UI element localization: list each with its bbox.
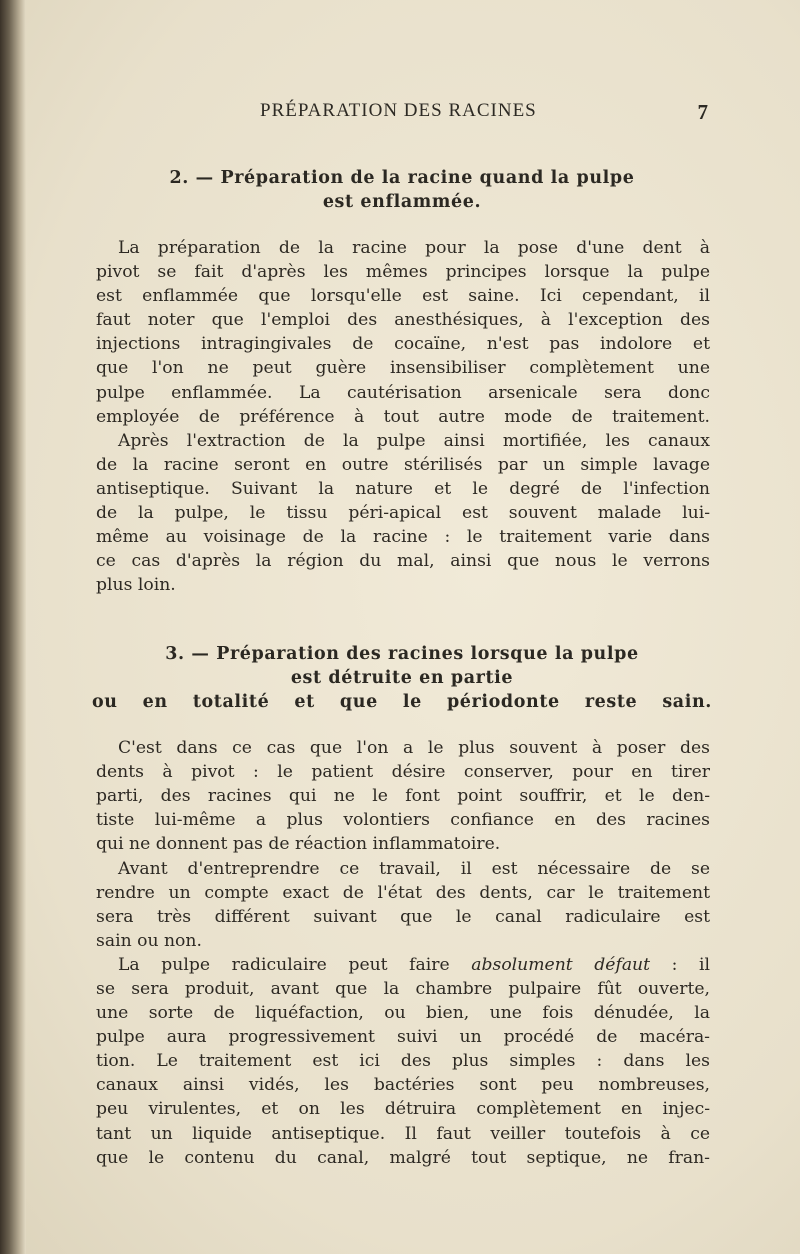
text-line: de la racine seront en outre stérilisés par un simple lavage	[96, 454, 710, 475]
text-line: pulpe aura progressivement suivi un procédé de macéra-	[96, 1027, 710, 1048]
text-line: même au voisinage de la racine : le traitement varie dans	[96, 527, 710, 548]
running-head	[92, 100, 712, 130]
text-line: tant un liquide antiseptique. Il faut veiller toutefois à ce	[96, 1123, 710, 1144]
text-line: sain ou non.	[96, 930, 202, 951]
heading-line: est enflammée.	[322, 192, 482, 212]
text-line: dents à pivot : le patient désire conserver, pour en tirer	[96, 762, 710, 783]
text-run: La pulpe radiculaire peut faire	[118, 954, 472, 975]
text-line: plus loin.	[96, 575, 176, 596]
text-line: sera très différent suivant que le canal radiculaire est	[96, 906, 710, 927]
text-line: antiseptique. Suivant la nature et le degré de l'infection	[96, 478, 710, 499]
emphasis-text: absolument défaut	[471, 954, 651, 975]
text-line: de la pulpe, le tissu péri-apical est souvent malade lui-	[96, 503, 710, 524]
text-line: Avant d'entreprendre ce travail, il est nécessaire de se	[118, 858, 710, 879]
text-line: Après l'extraction de la pulpe ainsi mortifiée, les canaux	[118, 430, 710, 451]
text-line: pivot se fait d'après les mêmes principes lorsque la pulpe	[96, 262, 710, 283]
text-line: peu virulentes, et on les détruira complètement en injec-	[96, 1099, 710, 1120]
text-line: parti, des racines qui ne le font point souffrir, et le den-	[96, 786, 710, 807]
text-run: : il	[650, 954, 711, 975]
text-line: rendre un compte exact de l'état des dents, car le traitement	[96, 882, 710, 903]
text-line: employée de préférence à tout autre mode de traitement.	[96, 406, 710, 427]
text-line: injections intragingivales de cocaïne, n'est pas indolore et	[96, 334, 710, 355]
text-line: ce cas d'après la région du mal, ainsi que nous le verrons	[96, 551, 710, 572]
page-number: 7	[697, 100, 708, 124]
text-line: La préparation de la racine pour la pose d'une dent à	[118, 238, 710, 258]
text-line: faut noter que l'emploi des anesthésiques, à l'exception des	[96, 310, 710, 331]
text-line: qui ne donnent pas de réaction inflammatoire.	[96, 834, 501, 855]
text-line: que l'on ne peut guère insensibiliser complètement une	[96, 358, 710, 379]
section-2-heading	[92, 166, 712, 214]
text-line: tiste lui-même a plus volontiers confiance en des racines	[96, 810, 710, 831]
text-line: que le contenu du canal, malgré tout septique, ne fran-	[96, 1147, 710, 1168]
running-title: PRÉPARATION DES RACINES	[260, 100, 537, 121]
text-line: C'est dans ce cas que l'on a le plus souvent à poser des	[118, 738, 710, 758]
text-line	[96, 953, 710, 977]
text-line: tion. Le traitement est ici des plus simples : dans les	[96, 1051, 710, 1072]
book-binding-edge	[0, 0, 26, 1254]
heading-line: ou en totalité et que le périodonte reste sain.	[92, 692, 712, 712]
text-line: se sera produit, avant que la chambre pulpaire fût ouverte,	[96, 978, 710, 999]
text-line: canaux ainsi vidés, les bactéries sont peu nombreuses,	[96, 1075, 710, 1096]
text-line: est enflammée que lorsqu'elle est saine. Ici cependant, il	[96, 286, 710, 307]
section-3-paragraph-1	[96, 736, 710, 856]
section-3-paragraph-3	[96, 953, 710, 1170]
heading-line: 2. — Préparation de la racine quand la pulpe	[169, 168, 635, 188]
text-line: pulpe enflammée. La cautérisation arsenicale sera donc	[96, 382, 710, 403]
text-line: une sorte de liquéfaction, ou bien, une fois dénudée, la	[96, 1003, 710, 1024]
section-3-paragraph-2	[96, 857, 710, 953]
heading-line: 3. — Préparation des racines lorsque la pulpe	[165, 644, 639, 664]
section-3-heading	[92, 642, 712, 714]
section-2-paragraph	[96, 236, 710, 597]
heading-line: est détruite en partie	[290, 668, 514, 688]
